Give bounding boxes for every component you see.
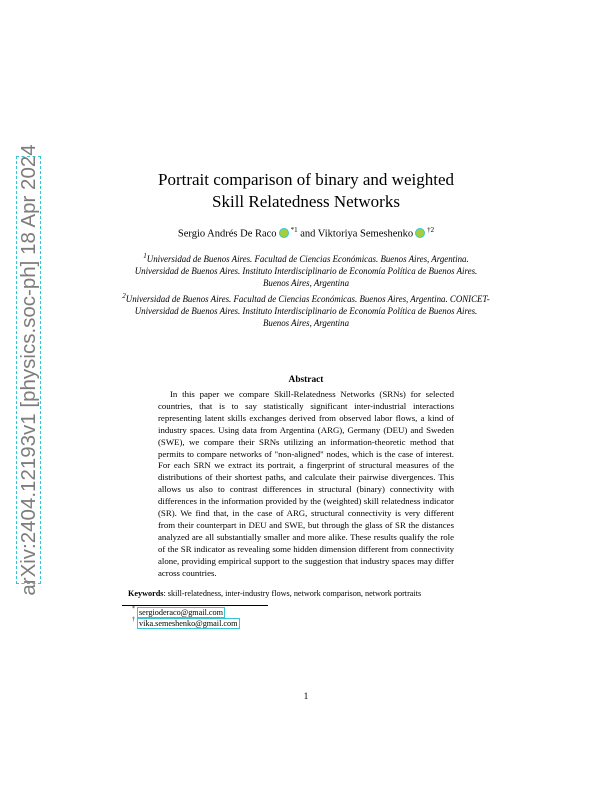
abstract-body: In this paper we compare Skill-Relatedness Networks (SRNs) for selected countries, that is to say statistically significant inter-industrial interactions representing latent skills exchanges derived from observed labor flows, a kind of industry spaces. Using data from Argentina (ARG), Germany (DEU) and Sweden (SWE), we compare their SRNs utilizing an information-theoretic method that permits to compare networks of "non-aligned" nodes, which is the case of interest. For each SRN we extract its portrait, a fingerprint of structural measures of the distributions of their shortest paths, and calculate their pairwise divergences. This allows us also to contrast differences in structural (binary) connectivity with differences in the information provided by the (weighted) skill relatedness indicator (SR). We find that, in the case of ARG, structural connectivity is very different from their counterpart in DEU and SWE, but through the glass of SR the distances analyzed are all substantially smaller and more alike. These results qualify the role of the SR indicator as revealing some hidden dimension different from connectivity alone, providing empirical support to the suggestion that industry spaces may differ across countries. — [158, 389, 454, 578]
paper-title — [100, 169, 512, 213]
author-1-marks: *1 — [290, 226, 298, 234]
arxiv-stamp-box[interactable] — [16, 144, 41, 596]
arxiv-stamp[interactable]: arXiv:2404.12193v1 [physics.soc-ph] 18 Apr 2024 — [16, 144, 40, 596]
footnote-2 — [132, 617, 240, 628]
keywords-list: : skill-relatedness, inter-industry flows, network comparison, network portraits — [163, 589, 422, 598]
keywords-label: Keywords — [128, 589, 164, 598]
email-link-1[interactable]: sergioderaco@gmail.com — [139, 608, 224, 617]
abstract-heading: Abstract — [288, 375, 324, 385]
affiliation-2-text: Universidad de Buenos Aires. Facultad de Ciencias Económicas. Buenos Aires, Argentina. CONICET-Universidad de Buenos Aires. Instituto Interdisciplinario de Economía Política de Buenos Aires. Buenos Aires, Argentina — [125, 293, 490, 328]
affiliation-1-text: Universidad de Buenos Aires. Facultad de Ciencias Económicas. Buenos Aires, Argentina. Universidad de Buenos Aires. Instituto Interdisciplinario de Economía Política de Buenos Aires. Buenos Aires, Argentina — [134, 253, 478, 289]
orcid-icon[interactable] — [415, 228, 425, 238]
affiliation-2 — [122, 290, 490, 330]
orcid-icon[interactable] — [279, 228, 289, 238]
footnote-1-mark: * — [132, 606, 135, 612]
title-line-2: Skill Relatedness Networks — [212, 192, 400, 211]
email-link-2[interactable]: vika.semeshenko@gmail.com — [139, 619, 238, 628]
author-1: Sergio Andrés De Raco — [177, 228, 277, 240]
author-2: Viktoriya Semeshenko — [317, 228, 414, 240]
affiliation-1 — [122, 250, 490, 290]
keywords — [128, 589, 498, 598]
affiliation-2-mark: 2 — [122, 291, 126, 300]
affiliation-1-mark: 1 — [143, 252, 147, 260]
title-line-1: Portrait comparison of binary and weighted — [157, 170, 454, 189]
affiliations — [122, 250, 490, 329]
author-2-marks: †2 — [427, 226, 435, 234]
page-number: 1 — [303, 692, 309, 702]
footnote-2-mark: † — [132, 617, 135, 623]
author-conjunction: and — [300, 228, 316, 240]
footnote-1 — [132, 606, 225, 617]
footnote-divider — [122, 605, 268, 606]
author-list — [100, 226, 512, 240]
